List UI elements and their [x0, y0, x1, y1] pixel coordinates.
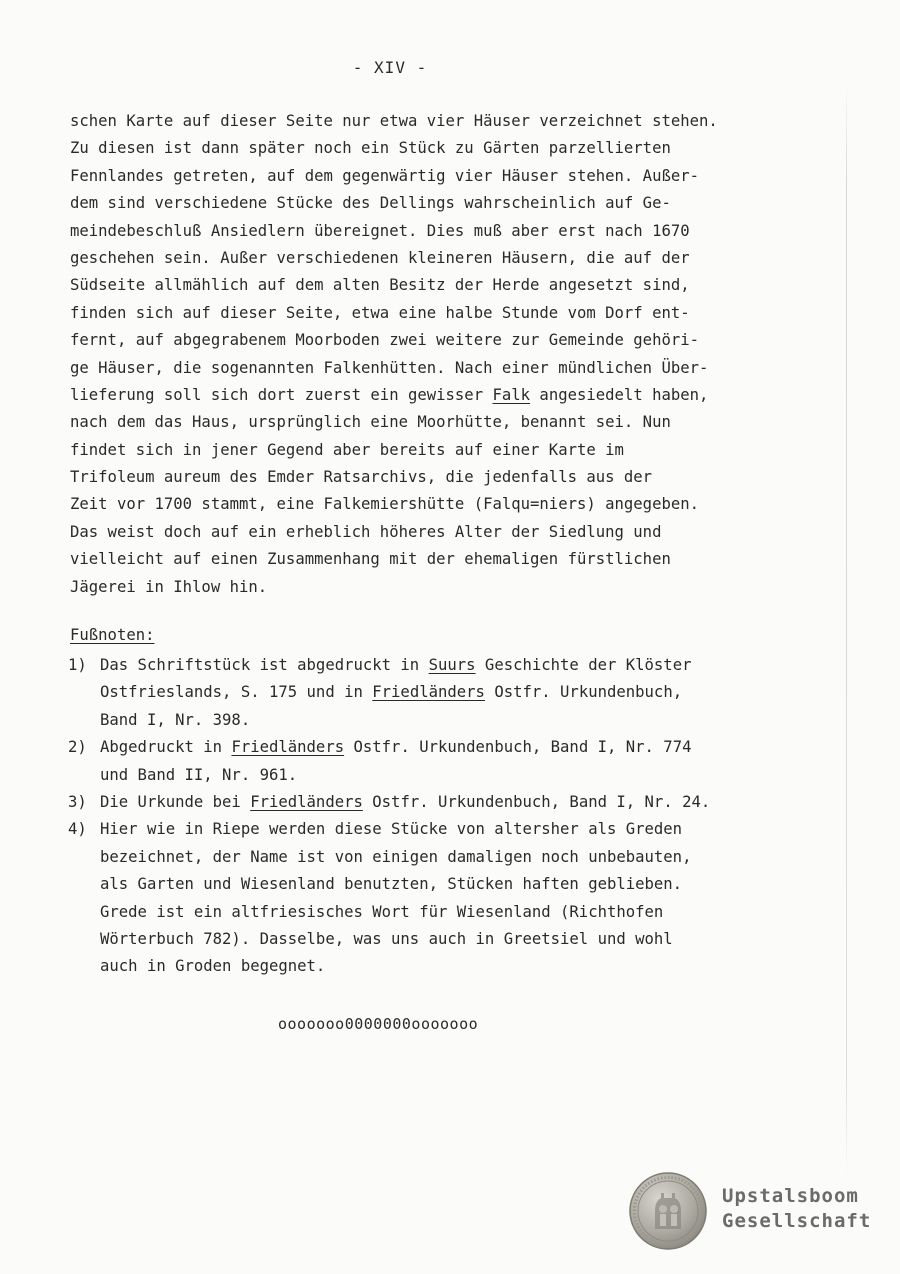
body-line: Fennlandes getreten, auf dem gegenwärtig vier Häuser stehen. Außer- [70, 166, 700, 185]
footnote-text: Abgedruckt in [100, 738, 232, 757]
margin-rule [846, 80, 847, 1180]
footnote-3 [68, 789, 828, 816]
cited-author: Friedländers [250, 792, 363, 811]
body-line [70, 382, 830, 409]
body-text [70, 108, 830, 601]
body-line: Jägerei in Ihlow hin. [70, 577, 268, 596]
footnote-text: Ostfr. Urkundenbuch, Band I, Nr. 24. [362, 792, 711, 811]
footnote-text: Das Schriftstück ist abgedruckt in [100, 656, 429, 674]
footnote-line [100, 652, 828, 679]
footnote-text: Ostfrieslands, S. 175 und in [100, 683, 373, 702]
body-line: fernt, auf abgegrabenem Moorboden zwei weitere zur Gemeinde gehöri- [70, 331, 700, 350]
brand-logo-text [722, 1184, 871, 1234]
body-line: ge Häuser, die sogenannten Falkenhütten. Nach einer mündlichen Über- [70, 358, 709, 377]
footnote-line: bezeichnet, der Name ist von einigen damaligen noch unbebauten, [100, 847, 692, 866]
footnote-line: Wörterbuch 782). Dasselbe, was uns auch in Greetsiel und wohl [100, 929, 673, 948]
body-line-text: lieferung soll sich dort zuerst ein gewisser [70, 385, 493, 404]
footnote-line: als Garten und Wiesenland benutzten, Stücken haften geblieben. [100, 875, 683, 894]
cited-author: Friedländers [372, 683, 485, 702]
footnote-text: Ostfr. Urkundenbuch, Band I, Nr. 774 [344, 738, 692, 757]
body-line: findet sich in jener Gegend aber bereits auf einer Karte im [70, 440, 624, 459]
end-mark: ooooooo0000000ooooooo [278, 1015, 479, 1033]
footnote-line [100, 679, 828, 706]
body-line: finden sich auf dieser Seite, etwa eine halbe Stunde vom Dorf ent- [70, 303, 690, 322]
footnote-line: und Band II, Nr. 961. [100, 765, 298, 784]
cited-author: Suurs [428, 656, 476, 674]
footnote-number: 2) [68, 738, 87, 757]
footnote-2 [68, 734, 828, 789]
footnote-line: Band I, Nr. 398. [100, 710, 251, 729]
page-number: - XIV - [352, 58, 428, 77]
footnote-line [100, 734, 828, 761]
brand-line-1: Upstalsboom [722, 1185, 859, 1207]
footnote-line: Grede ist ein altfriesisches Wort für Wiesenland (Richthofen [100, 902, 664, 921]
footnote-number: 1) [68, 656, 87, 674]
footnote-text: Ostfr. Urkundenbuch, [484, 683, 683, 702]
footnotes-heading: Fußnoten: [70, 626, 155, 644]
body-line: Zeit vor 1700 stammt, eine Falkemiershütte (Falqu=niers) angegeben. [70, 495, 700, 514]
body-line: nach dem das Haus, ursprünglich eine Moorhütte, benannt sei. Nun [70, 413, 671, 432]
body-line: schen Karte auf dieser Seite nur etwa vier Häuser verzeichnet stehen. [70, 112, 718, 130]
body-line: meindebeschluß Ansiedlern übereignet. Dies muß aber erst nach 1670 [70, 221, 690, 240]
footnote-line: auch in Groden begegnet. [100, 957, 326, 976]
body-line: Trifoleum aureum des Emder Ratsarchivs, die jedenfalls aus der [70, 468, 653, 487]
cited-author: Friedländers [231, 738, 345, 757]
footnote-line: Hier wie in Riepe werden diese Stücke von altersher als Greden [100, 820, 683, 839]
body-line: Zu diesen ist dann später noch ein Stück zu Gärten parzellierten [70, 139, 671, 158]
body-line: vielleicht auf einen Zusammenhang mit der ehemaligen fürstlichen [70, 550, 671, 569]
body-line: dem sind verschiedene Stücke des Dellings wahrscheinlich auf Ge- [70, 194, 671, 213]
footnote-text: Die Urkunde bei [100, 792, 251, 811]
body-line: Südseite allmählich auf dem alten Besitz der Herde angesetzt sind, [70, 276, 690, 295]
footnotes [68, 652, 828, 981]
footnote-number: 4) [68, 820, 87, 839]
seal-icon [628, 1171, 708, 1251]
body-line-tail: angesiedelt haben, [530, 385, 709, 404]
brand-line-2: Gesellschaft [722, 1210, 872, 1232]
footnote-text: Geschichte der Klöster [475, 656, 692, 674]
body-line: geschehen sein. Außer verschiedenen kleineren Häusern, die auf der [70, 248, 690, 267]
footnote-1 [68, 652, 828, 734]
footnote-line [100, 789, 828, 816]
footnote-number: 3) [68, 792, 87, 811]
underlined-name: Falk [492, 385, 531, 404]
footnote-4 [68, 816, 828, 980]
body-line: Das weist doch auf ein erheblich höheres Alter der Siedlung und [70, 522, 662, 541]
